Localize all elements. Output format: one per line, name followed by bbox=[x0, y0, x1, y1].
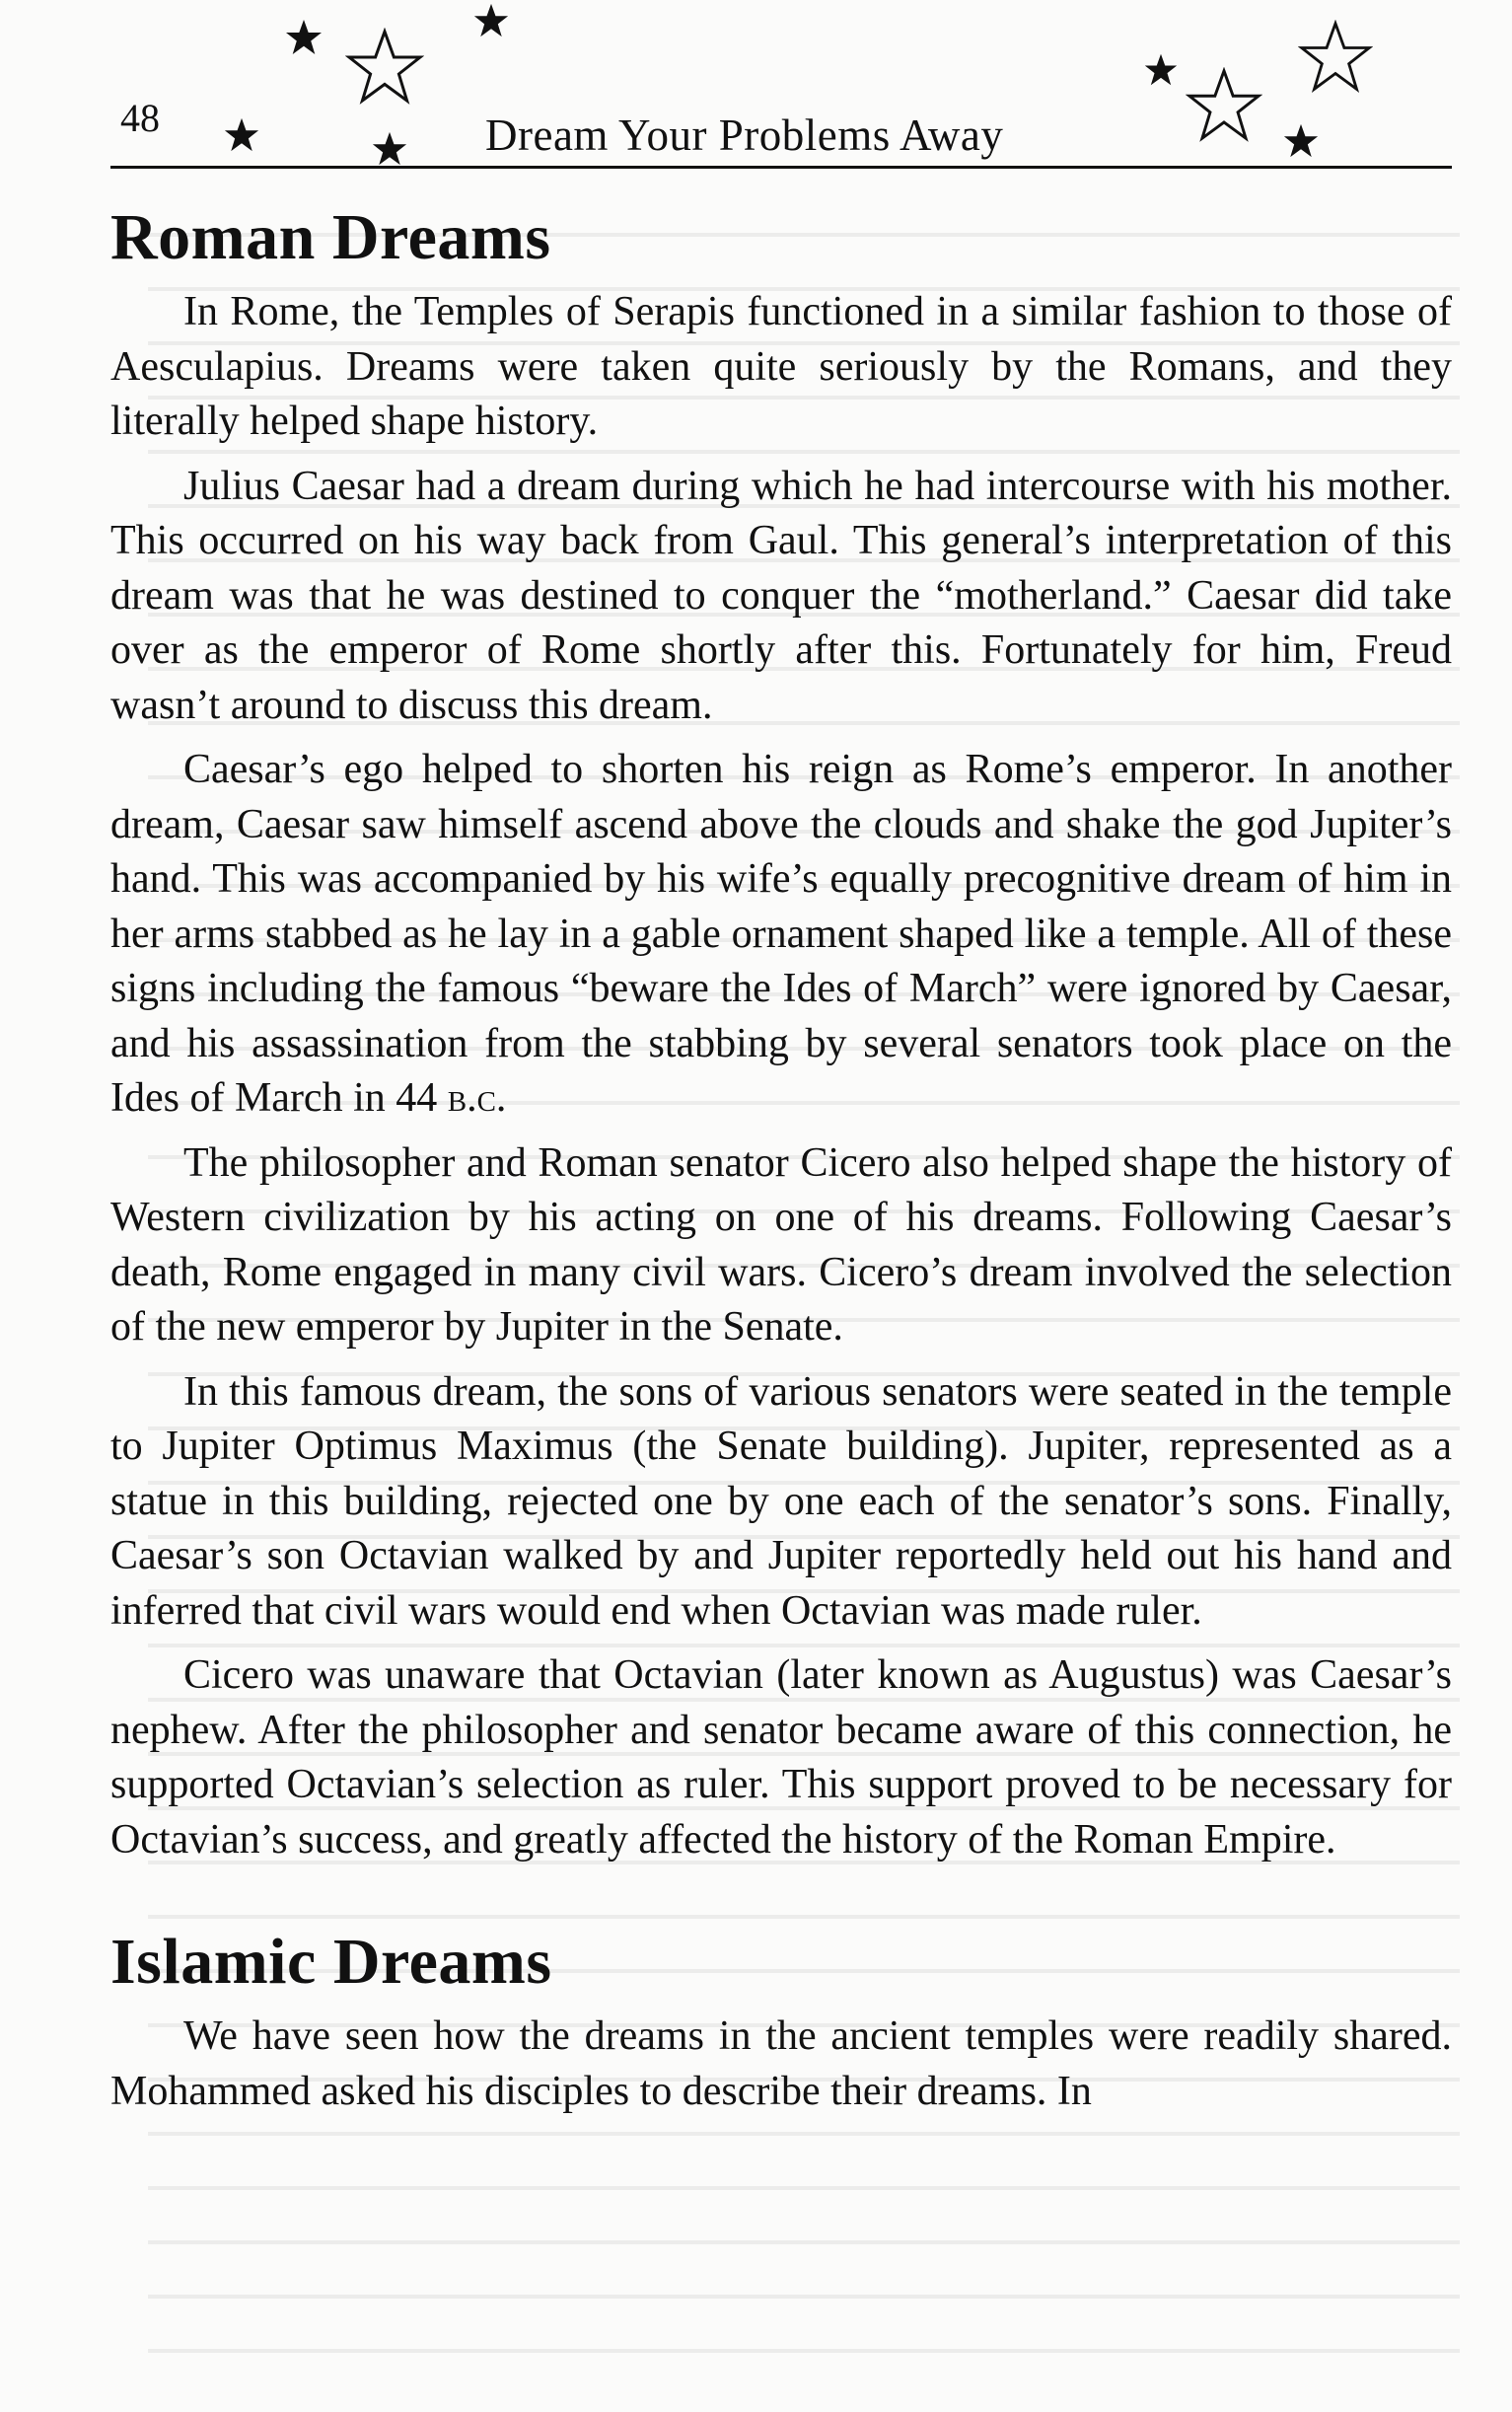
paragraph: Cicero was unaware that Octavian (later known as Augustus) was Caesar’s nephew. After the philosopher and senator became aware of this connection, he supported Octavian’s selection as ruler. This support proved to be necessary for Octavian’s success, and greatly affected the history of the Roman Empire. bbox=[110, 1652, 1452, 1863]
page-number: 48 bbox=[120, 96, 160, 140]
paragraph: In Rome, the Temples of Serapis functioned in a similar fashion to those of Aesculapius. Dreams were taken quite seriously by the Romans, and they literally helped shape history. bbox=[110, 289, 1452, 444]
page-body bbox=[110, 202, 1452, 2129]
paragraph: Caesar’s ego helped to shorten his reign as Rome’s emperor. In another dream, Caesar saw himself ascend above the clouds and shake the god Jupiter’s hand. This was accompanied by his wife’s equally precognitive dream of him in her arms stabbed as he lay in a gable ornament shaped like a temple. All of these signs including the famous “beware the Ides of March” were ignored by Caesar, and his assassination from the stabbing by several senators took place on the Ides of March in 44 b.c. bbox=[110, 747, 1452, 1121]
section-heading-islamic-dreams: Islamic Dreams bbox=[110, 1926, 552, 1998]
running-title: Dream Your Problems Away bbox=[485, 110, 1004, 160]
outline-star-icon bbox=[345, 28, 424, 107]
filled-star-icon bbox=[223, 116, 260, 154]
header-rule bbox=[110, 166, 1452, 169]
filled-star-icon bbox=[284, 18, 324, 57]
filled-star-icon bbox=[1143, 52, 1179, 88]
filled-star-icon bbox=[371, 130, 408, 168]
filled-star-icon bbox=[1282, 122, 1320, 160]
outline-star-icon bbox=[1186, 67, 1262, 144]
paragraph: In this famous dream, the sons of various senators were seated in the temple to Jupiter Optimus Maximus (the Senate building). Jupiter, represented as a statue in this building, rejected one by one each of the senator’s sons. Finally, Caesar’s son Octavian walked by and Jupiter reportedly held out his hand and inferred that civil wars would end when Octavian was made ruler. bbox=[110, 1368, 1452, 1634]
era-abbreviation: b.c. bbox=[447, 1075, 507, 1121]
filled-star-icon bbox=[472, 2, 510, 39]
section-heading-roman-dreams: Roman Dreams bbox=[110, 201, 551, 273]
paragraph: The philosopher and Roman senator Cicero also helped shape the history of Western civilization by his acting on one of his dreams. Following Caesar’s death, Rome engaged in many civil wars. Cicero’s dream involved the selection of the new emperor by Jupiter in the Senate. bbox=[110, 1139, 1452, 1350]
outline-star-icon bbox=[1298, 20, 1373, 95]
page-header bbox=[110, 0, 1452, 178]
paragraph: We have seen how the dreams in the ancient temples were readily shared. Mohammed asked his disciples to describe their dreams. In bbox=[110, 2013, 1452, 2114]
paragraph: Julius Caesar had a dream during which he had intercourse with his mother. This occurred on his way back from Gaul. This general’s interpretation of this dream was that he was destined to conquer the “motherland.” Caesar did take over as the emperor of Rome shortly after this. Fortunately for him, Freud wasn’t around to discuss this dream. bbox=[110, 463, 1452, 728]
